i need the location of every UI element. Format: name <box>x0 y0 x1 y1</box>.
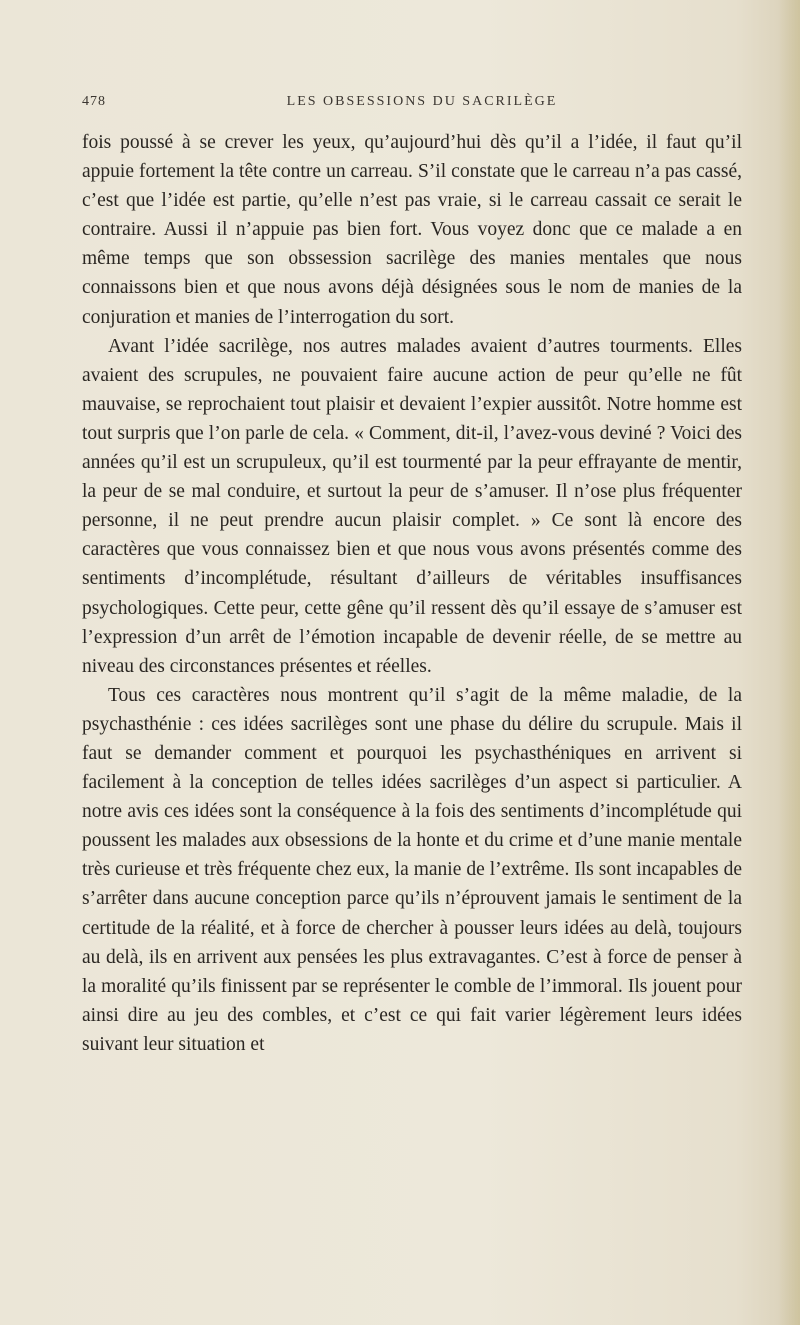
paragraph: Avant l’idée sacrilège, nos autres malades avaient d’autres tourments. Elles avaient des scrupules, ne pouvaient faire aucune action de peur qu’elle ne fût mauvaise, se reprochaient tout plaisir et devaient l’expier aussitôt. Notre homme est tout surpris que l’on parle de cela. « Comment, dit-il, l’avez-vous deviné ? Voici des années qu’il est un scrupuleux, qu’il est tourmenté par la peur effrayante de mentir, la peur de se mal conduire, et surtout la peur de s’amuser. Il n’ose plus fréquenter personne, il ne peut prendre aucun plaisir complet. » Ce sont là encore des caractères que vous connaissez bien et que nous vous avons présentés comme des sentiments d’incomplétude, résultant d’ailleurs de véritables insuffisances psychologiques. Cette peur, cette gêne qu’il ressent dès qu’il essaye de s’amuser est l’expression d’un arrêt de l’émotion incapable de devenir réelle, de se mettre au niveau des circonstances présentes et réelles. <box>82 335 742 677</box>
paragraph-continued: fois poussé à se crever les yeux, qu’aujourd’hui dès qu’il a l’idée, il faut qu’il appuie fortement la tête contre un carreau. S’il constate que le carreau n’a pas cassé, c’est que l’idée est partie, qu’elle n’est pas vraie, si le carreau cassait ce serait le contraire. Aussi il n’appuie pas bien fort. Vous voyez donc que ce malade a en même temps que son obssession sacrilège des manies mentales que nous connaissons bien et que nous avons déjà désignées sous le nom de manies de la conjuration et manies de l’interrogation du sort. <box>82 132 742 328</box>
page-number: 478 <box>82 94 106 109</box>
page-header <box>82 94 742 118</box>
page-edge-shadow <box>778 0 800 1325</box>
body-text <box>82 128 742 1059</box>
paragraph: Tous ces caractères nous montrent qu’il s’agit de la même maladie, de la psychasthénie : ces idées sacrilèges sont une phase du délire du scrupule. Mais il faut se demander comment et pourquoi les psychasthéniques en arrivent si facilement à la conception de telles idées sacrilèges d’un aspect si particulier. A notre avis ces idées sont la conséquence à la fois des sentiments d’incomplétude qui poussent les malades aux obsessions de la honte et du crime et d’une manie mentale très curieuse et très fréquente chez eux, la manie de l’extrême. Ils sont incapables de s’arrêter dans aucune conception parce qu’ils n’éprouvent jamais le sentiment de la certitude de la réalité, et à force de chercher à pousser leurs idées au delà, toujours au delà, ils en arrivent aux pensées les plus extravagantes. C’est à force de penser à la moralité qu’ils finissent par se représenter le comble de l’immoral. Ils jouent pour ainsi dire au jeu des combles, et c’est ce qui fait varier légèrement leurs idées suivant leur situation et <box>82 684 742 1055</box>
running-title: LES OBSESSIONS DU SACRILÈGE <box>286 94 558 109</box>
